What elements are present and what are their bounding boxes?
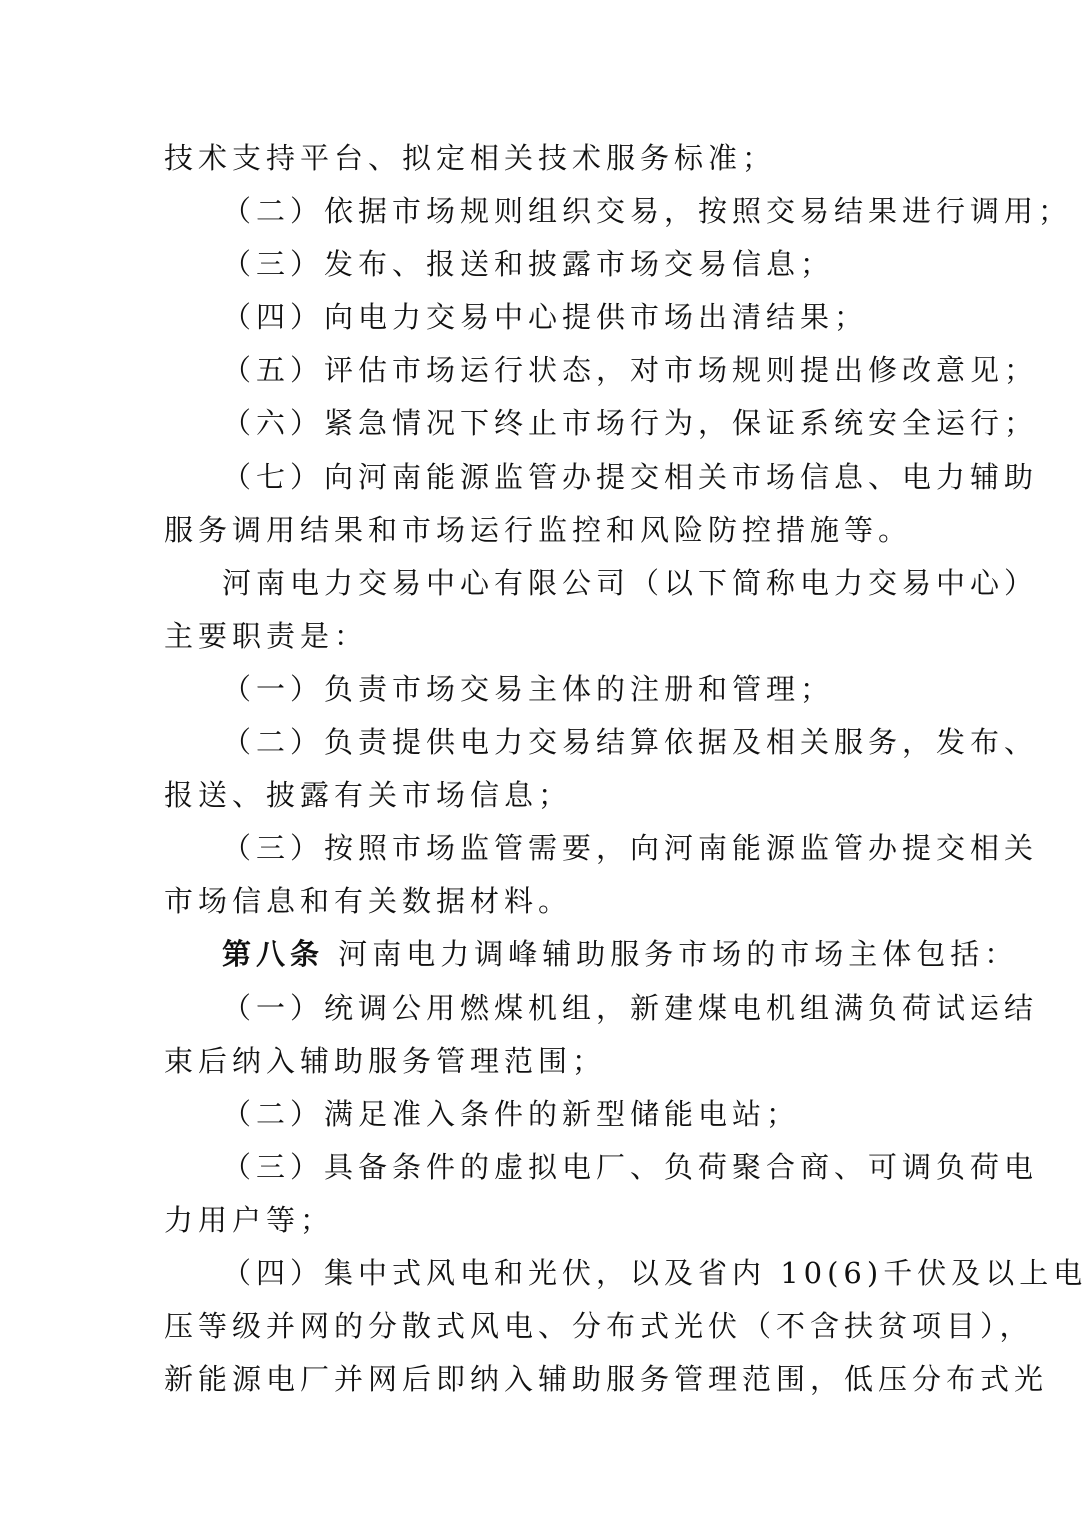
text-line: 力用户等； [164,1202,335,1237]
article-heading: 第八条 [222,937,325,972]
text-line: （四）集中式风电和光伏，以及省内 10(6)千伏及以上电 [222,1255,1087,1290]
text-line: （二）依据市场规则组织交易，按照交易结果进行调用； [222,194,1073,229]
text-line: （三）按照市场监管需要，向河南能源监管办提交相关 [222,831,1039,866]
text-line: （二）负责提供电力交易结算依据及相关服务，发布、 [222,725,1039,760]
text-line: （二）满足准入条件的新型储能电站； [222,1096,801,1131]
text-line: （四）向电力交易中心提供市场出清结果； [222,300,869,335]
text-line: 技术支持平台、拟定相关技术服务标准； [164,141,777,175]
text-line: （六）紧急情况下终止市场行为，保证系统安全运行； [222,406,1039,441]
text-line: 河南电力交易中心有限公司（以下简称电力交易中心） [222,565,1039,600]
text-line: （三）发布、报送和披露市场交易信息； [222,247,835,282]
text-line: （七）向河南能源监管办提交相关市场信息、电力辅助 [222,459,1039,494]
text-line: （一）负责市场交易主体的注册和管理； [222,671,835,706]
article-text: 河南电力调峰辅助服务市场的市场主体包括： [338,937,1019,972]
text-line: 报送、披露有关市场信息； [164,778,573,813]
document-body [164,132,1087,1406]
text-line: 新能源电厂并网后即纳入辅助服务管理范围，低压分布式光 [164,1362,1049,1397]
text-line: 服务调用结果和市场运行监控和风险防控措施等。 [164,512,913,547]
text-line: 束后纳入辅助服务管理范围； [164,1043,607,1078]
text-line: （五）评估市场运行状态，对市场规则提出修改意见； [222,353,1039,388]
text-line: 主要职责是： [164,618,369,653]
article-eight-line [164,928,1019,981]
text-line: 压等级并网的分散式风电、分布式光伏（不含扶贫项目）， [164,1309,1034,1344]
text-line: （三）具备条件的虚拟电厂、负荷聚合商、可调负荷电 [222,1149,1039,1184]
text-line: （一）统调公用燃煤机组，新建煤电机组满负荷试运结 [222,990,1039,1025]
text-line: 市场信息和有关数据材料。 [164,884,573,919]
